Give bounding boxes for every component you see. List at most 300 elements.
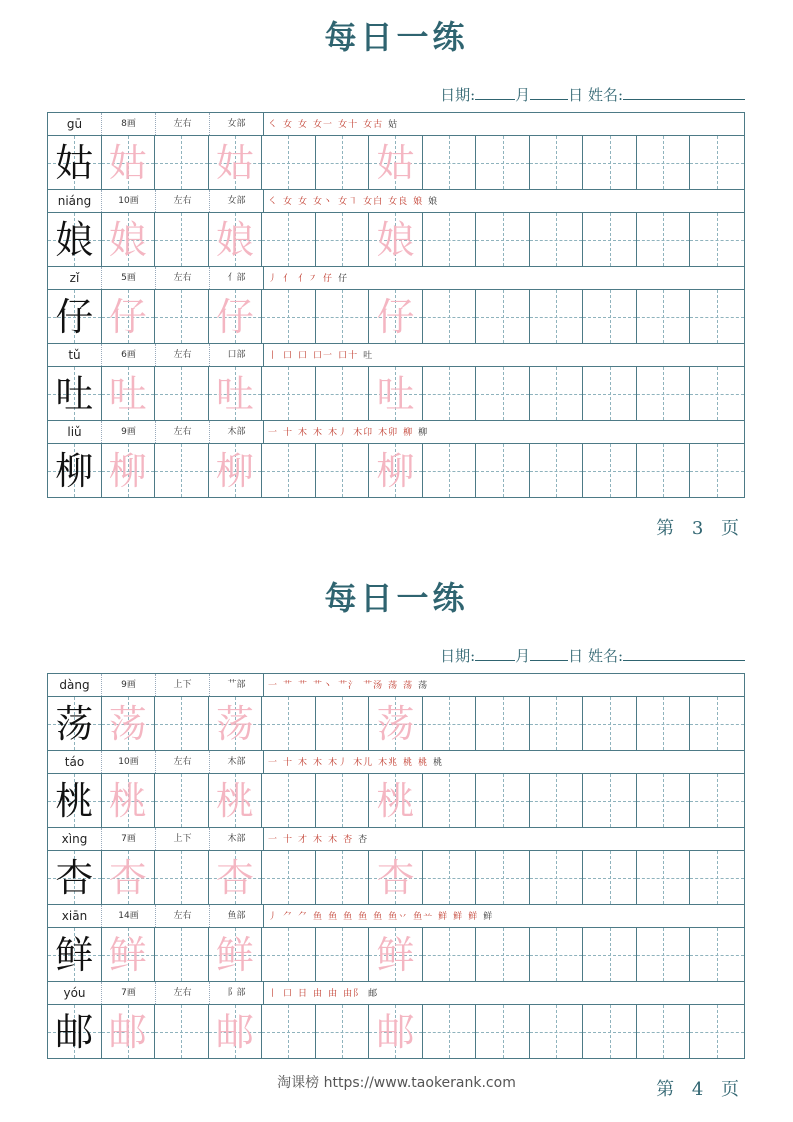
tianzige-cell[interactable] [690, 1005, 744, 1058]
tianzige-cell[interactable] [583, 444, 637, 497]
writing-row [48, 697, 744, 751]
char-info-row [48, 751, 744, 774]
page-title: 每日一练 [324, 579, 469, 617]
stroke-step: ㇛ [268, 120, 279, 130]
page-number: 第 3 页 [656, 518, 745, 539]
trace-character: 荡 [215, 701, 254, 746]
tianzige-cell[interactable] [48, 444, 102, 497]
tianzige-cell[interactable] [155, 290, 209, 343]
stroke-step: 十 [283, 835, 294, 845]
stroke-step: ⺈ [298, 912, 309, 922]
stroke-step: 鱼 [373, 912, 384, 922]
trace-character: 柳 [376, 448, 415, 493]
trace-character: 娘 [108, 217, 147, 262]
trace-character: 柳 [215, 448, 254, 493]
tianzige-cell[interactable] [48, 290, 102, 343]
tianzige-cell[interactable] [316, 1005, 370, 1058]
stroke-order [268, 751, 448, 773]
stroke-step: 艹丶 [313, 681, 334, 691]
stroke-step: 女良 [388, 197, 409, 207]
tianzige-cell[interactable] [583, 290, 637, 343]
tianzige-cell[interactable] [583, 1005, 637, 1058]
char-info-row [48, 982, 744, 1005]
tianzige-cell[interactable] [262, 697, 316, 750]
tianzige-cell[interactable] [262, 213, 316, 266]
tianzige-cell[interactable] [316, 444, 370, 497]
model-character: 吐 [55, 371, 94, 416]
stroke-order [268, 674, 433, 696]
tianzige-cell[interactable] [209, 213, 263, 266]
tianzige-cell[interactable] [637, 851, 691, 904]
tianzige-cell[interactable] [48, 1005, 102, 1058]
tianzige-cell[interactable] [476, 367, 530, 420]
tianzige-cell[interactable] [102, 697, 156, 750]
tianzige-cell[interactable] [369, 444, 423, 497]
structure: 左右 [156, 982, 210, 1004]
tianzige-cell[interactable] [637, 290, 691, 343]
day-label: 日 [568, 86, 584, 104]
tianzige-cell[interactable] [48, 213, 102, 266]
model-character: 邮 [55, 1009, 94, 1054]
trace-character: 仔 [108, 294, 147, 339]
tianzige-cell[interactable] [583, 774, 637, 827]
stroke-step: 邮 [368, 989, 379, 999]
stroke-step: 丿 [268, 912, 279, 922]
stroke-step: 姑 [388, 120, 399, 130]
stroke-step: 口一 [313, 351, 334, 361]
radical: 木部 [210, 421, 264, 443]
tianzige-cell[interactable] [209, 851, 263, 904]
radical: 女部 [210, 190, 264, 212]
tianzige-cell[interactable] [476, 774, 530, 827]
stroke-count: 10画 [102, 751, 156, 773]
trace-character: 桃 [376, 778, 415, 823]
stroke-order [268, 267, 353, 289]
stroke-step: 鲜 [468, 912, 479, 922]
structure: 左右 [156, 267, 210, 289]
tianzige-cell[interactable] [262, 290, 316, 343]
model-character: 仔 [55, 294, 94, 339]
trace-character: 姑 [376, 140, 415, 185]
trace-character: 吐 [376, 371, 415, 416]
blank-line[interactable] [475, 648, 515, 661]
radical: 口部 [210, 344, 264, 366]
stroke-step: 一 [268, 758, 279, 768]
stroke-step: 口 [283, 351, 294, 361]
stroke-step: 女古 [363, 120, 384, 130]
model-character: 杏 [55, 855, 94, 900]
stroke-step: 木卬 [353, 428, 374, 438]
stroke-step: 木 [313, 835, 324, 845]
tianzige-cell[interactable] [530, 367, 584, 420]
tianzige-cell[interactable] [102, 367, 156, 420]
tianzige-cell[interactable] [476, 928, 530, 981]
tianzige-cell[interactable] [369, 851, 423, 904]
stroke-step: 十 [283, 758, 294, 768]
stroke-order [268, 113, 403, 135]
stroke-step: 木卯 [378, 428, 399, 438]
blank-line[interactable] [623, 87, 745, 100]
stroke-step: 木 [313, 758, 324, 768]
tianzige-cell[interactable] [102, 444, 156, 497]
stroke-step: 杏 [358, 835, 369, 845]
stroke-step: 亻㇇ [298, 274, 319, 284]
stroke-step: 荡 [388, 681, 399, 691]
tianzige-cell[interactable] [262, 136, 316, 189]
blank-line[interactable] [623, 648, 745, 661]
stroke-step: 木兆 [378, 758, 399, 768]
blank-line[interactable] [475, 87, 515, 100]
date-label: 日期: [440, 647, 476, 665]
stroke-order [268, 344, 378, 366]
tianzige-cell[interactable] [690, 928, 744, 981]
tianzige-cell[interactable] [637, 136, 691, 189]
tianzige-cell[interactable] [102, 1005, 156, 1058]
tianzige-cell[interactable] [316, 697, 370, 750]
stroke-step: 鱼 [328, 912, 339, 922]
stroke-step: 木 [328, 835, 339, 845]
tianzige-cell[interactable] [209, 136, 263, 189]
trace-character: 鲜 [108, 932, 147, 977]
char-info-row [48, 190, 744, 213]
tianzige-cell[interactable] [48, 851, 102, 904]
tianzige-cell[interactable] [476, 851, 530, 904]
tianzige-cell[interactable] [316, 851, 370, 904]
stroke-step: 娘 [413, 197, 424, 207]
stroke-count: 14画 [102, 905, 156, 927]
pinyin: niáng [48, 190, 102, 212]
stroke-step: 女 [283, 120, 294, 130]
stroke-step: 女一 [313, 120, 334, 130]
tianzige-cell[interactable] [423, 928, 477, 981]
stroke-step: 木 [298, 428, 309, 438]
stroke-count: 7画 [102, 982, 156, 1004]
tianzige-cell[interactable] [423, 697, 477, 750]
tianzige-cell[interactable] [102, 290, 156, 343]
stroke-step: 丨 [268, 989, 279, 999]
trace-character: 吐 [215, 371, 254, 416]
stroke-step: 木丿 [328, 428, 349, 438]
tianzige-cell[interactable] [583, 928, 637, 981]
tianzige-cell[interactable] [316, 928, 370, 981]
stroke-step: 桃 [418, 758, 429, 768]
tianzige-cell[interactable] [102, 928, 156, 981]
tianzige-cell[interactable] [583, 367, 637, 420]
stroke-step: 仔 [323, 274, 334, 284]
radical: 女部 [210, 113, 264, 135]
page-number: 第 4 页 [656, 1079, 745, 1100]
tianzige-cell[interactable] [423, 774, 477, 827]
writing-row [48, 213, 744, 267]
tianzige-cell[interactable] [209, 444, 263, 497]
tianzige-cell[interactable] [690, 290, 744, 343]
stroke-step: 鱼 [313, 912, 324, 922]
stroke-step: 桃 [403, 758, 414, 768]
tianzige-cell[interactable] [583, 851, 637, 904]
stroke-step: 木 [313, 428, 324, 438]
tianzige-cell[interactable] [637, 367, 691, 420]
tianzige-cell[interactable] [209, 928, 263, 981]
stroke-step: 鲜 [438, 912, 449, 922]
stroke-step: 荡 [418, 681, 429, 691]
stroke-step: 口十 [338, 351, 359, 361]
tianzige-cell[interactable] [583, 697, 637, 750]
tianzige-cell[interactable] [209, 774, 263, 827]
char-info-row [48, 344, 744, 367]
tianzige-cell[interactable] [316, 213, 370, 266]
stroke-step: 口 [298, 351, 309, 361]
stroke-step: ⺈ [283, 912, 294, 922]
writing-row [48, 928, 744, 982]
stroke-step: 荡 [403, 681, 414, 691]
tianzige-cell[interactable] [476, 697, 530, 750]
stroke-step: 柳 [403, 428, 414, 438]
tianzige-cell[interactable] [155, 851, 209, 904]
stroke-count: 10画 [102, 190, 156, 212]
footer-watermark: 淘课榜 https://www.taokerank.com [277, 1075, 516, 1091]
tianzige-cell[interactable] [690, 367, 744, 420]
structure: 上下 [156, 674, 210, 696]
pinyin: tǔ [48, 344, 102, 366]
stroke-step: 女㇕ [338, 197, 359, 207]
tianzige-cell[interactable] [423, 213, 477, 266]
trace-character: 邮 [108, 1009, 147, 1054]
tianzige-cell[interactable] [583, 213, 637, 266]
trace-character: 姑 [215, 140, 254, 185]
tianzige-cell[interactable] [369, 367, 423, 420]
tianzige-cell[interactable] [369, 774, 423, 827]
tianzige-cell[interactable] [102, 213, 156, 266]
tianzige-cell[interactable] [316, 367, 370, 420]
tianzige-cell[interactable] [369, 213, 423, 266]
tianzige-cell[interactable] [637, 697, 691, 750]
tianzige-cell[interactable] [369, 697, 423, 750]
tianzige-cell[interactable] [369, 136, 423, 189]
pinyin: táo [48, 751, 102, 773]
month-label: 月 [515, 86, 531, 104]
tianzige-cell[interactable] [262, 367, 316, 420]
tianzige-cell[interactable] [48, 367, 102, 420]
stroke-count: 5画 [102, 267, 156, 289]
stroke-step: 由 [328, 989, 339, 999]
tianzige-cell[interactable] [369, 290, 423, 343]
stroke-step: 木丿 [328, 758, 349, 768]
tianzige-cell[interactable] [530, 774, 584, 827]
tianzige-cell[interactable] [423, 851, 477, 904]
structure: 上下 [156, 828, 210, 850]
tianzige-cell[interactable] [423, 290, 477, 343]
stroke-step: 丿 [268, 274, 279, 284]
tianzige-cell[interactable] [155, 928, 209, 981]
trace-character: 邮 [376, 1009, 415, 1054]
tianzige-cell[interactable] [262, 851, 316, 904]
blank-line[interactable] [530, 648, 568, 661]
tianzige-cell[interactable] [476, 213, 530, 266]
tianzige-cell[interactable] [48, 136, 102, 189]
writing-row [48, 851, 744, 905]
stroke-step: 艹 [283, 681, 294, 691]
practice-grid [47, 673, 745, 1059]
stroke-step: 由阝 [343, 989, 364, 999]
pinyin: gū [48, 113, 102, 135]
trace-character: 鲜 [215, 932, 254, 977]
radical: 木部 [210, 751, 264, 773]
tianzige-cell[interactable] [155, 444, 209, 497]
tianzige-cell[interactable] [262, 928, 316, 981]
tianzige-cell[interactable] [209, 1005, 263, 1058]
tianzige-cell[interactable] [155, 136, 209, 189]
date-name-line [440, 84, 745, 105]
date-name-line [440, 645, 745, 666]
pinyin: yóu [48, 982, 102, 1004]
stroke-step: 口 [283, 989, 294, 999]
tianzige-cell[interactable] [476, 290, 530, 343]
tianzige-cell[interactable] [262, 774, 316, 827]
tianzige-cell[interactable] [423, 1005, 477, 1058]
radical: 木部 [210, 828, 264, 850]
stroke-step: 艹氵 [338, 681, 359, 691]
name-label: 姓名: [587, 647, 623, 665]
stroke-step: 桃 [433, 758, 444, 768]
trace-character: 杏 [376, 855, 415, 900]
tianzige-cell[interactable] [637, 1005, 691, 1058]
tianzige-cell[interactable] [476, 1005, 530, 1058]
stroke-order [268, 190, 443, 212]
tianzige-cell[interactable] [155, 774, 209, 827]
pinyin: zǐ [48, 267, 102, 289]
tianzige-cell[interactable] [155, 1005, 209, 1058]
pinyin: liǔ [48, 421, 102, 443]
tianzige-cell[interactable] [102, 851, 156, 904]
trace-character: 邮 [215, 1009, 254, 1054]
stroke-count: 7画 [102, 828, 156, 850]
stroke-order [268, 982, 383, 1004]
tianzige-cell[interactable] [209, 367, 263, 420]
radical: 阝部 [210, 982, 264, 1004]
tianzige-cell[interactable] [530, 851, 584, 904]
tianzige-cell[interactable] [690, 136, 744, 189]
tianzige-cell[interactable] [530, 136, 584, 189]
stroke-step: ㇛ [268, 197, 279, 207]
tianzige-cell[interactable] [690, 697, 744, 750]
tianzige-cell[interactable] [369, 1005, 423, 1058]
stroke-step: 亻 [283, 274, 294, 284]
trace-character: 杏 [215, 855, 254, 900]
stroke-step: 鱼丷 [388, 912, 409, 922]
tianzige-cell[interactable] [476, 136, 530, 189]
writing-row [48, 1005, 744, 1058]
tianzige-cell[interactable] [155, 213, 209, 266]
pinyin: xiān [48, 905, 102, 927]
trace-character: 荡 [376, 701, 415, 746]
char-info-row [48, 905, 744, 928]
stroke-step: 吐 [363, 351, 374, 361]
char-info-row [48, 267, 744, 290]
tianzige-cell[interactable] [262, 1005, 316, 1058]
char-info-row [48, 828, 744, 851]
day-label: 日 [568, 647, 584, 665]
structure: 左右 [156, 113, 210, 135]
tianzige-cell[interactable] [530, 444, 584, 497]
tianzige-cell[interactable] [530, 1005, 584, 1058]
stroke-order [268, 421, 433, 443]
char-info-row [48, 674, 744, 697]
stroke-step: 木 [298, 758, 309, 768]
tianzige-cell[interactable] [316, 290, 370, 343]
date-label: 日期: [440, 86, 476, 104]
tianzige-cell[interactable] [316, 774, 370, 827]
tianzige-cell[interactable] [48, 774, 102, 827]
stroke-step: 一 [268, 428, 279, 438]
tianzige-cell[interactable] [262, 444, 316, 497]
tianzige-cell[interactable] [369, 928, 423, 981]
stroke-count: 8画 [102, 113, 156, 135]
stroke-step: 鱼 [358, 912, 369, 922]
stroke-count: 6画 [102, 344, 156, 366]
page-title: 每日一练 [324, 18, 469, 56]
name-label: 姓名: [587, 86, 623, 104]
tianzige-cell[interactable] [209, 697, 263, 750]
trace-character: 杏 [108, 855, 147, 900]
stroke-step: 杏 [343, 835, 354, 845]
tianzige-cell[interactable] [690, 444, 744, 497]
trace-character: 娘 [376, 217, 415, 262]
stroke-step: 艹汤 [363, 681, 384, 691]
tianzige-cell[interactable] [530, 697, 584, 750]
tianzige-cell[interactable] [637, 444, 691, 497]
tianzige-cell[interactable] [476, 444, 530, 497]
tianzige-cell[interactable] [423, 444, 477, 497]
tianzige-cell[interactable] [637, 928, 691, 981]
trace-character: 姑 [108, 140, 147, 185]
tianzige-cell[interactable] [530, 290, 584, 343]
tianzige-cell[interactable] [690, 774, 744, 827]
tianzige-cell[interactable] [316, 136, 370, 189]
tianzige-cell[interactable] [530, 213, 584, 266]
model-character: 柳 [55, 448, 94, 493]
tianzige-cell[interactable] [102, 774, 156, 827]
tianzige-cell[interactable] [48, 697, 102, 750]
tianzige-cell[interactable] [637, 213, 691, 266]
tianzige-cell[interactable] [690, 851, 744, 904]
stroke-count: 9画 [102, 421, 156, 443]
tianzige-cell[interactable] [102, 136, 156, 189]
tianzige-cell[interactable] [637, 774, 691, 827]
stroke-step: 仔 [338, 274, 349, 284]
stroke-step: 丨 [268, 351, 279, 361]
model-character: 荡 [55, 701, 94, 746]
tianzige-cell[interactable] [583, 136, 637, 189]
tianzige-cell[interactable] [155, 697, 209, 750]
tianzige-cell[interactable] [48, 928, 102, 981]
structure: 左右 [156, 421, 210, 443]
stroke-step: 日 [298, 989, 309, 999]
structure: 左右 [156, 905, 210, 927]
stroke-step: 鲜 [483, 912, 494, 922]
stroke-step: 一 [268, 681, 279, 691]
tianzige-cell[interactable] [423, 136, 477, 189]
stroke-step: 木儿 [353, 758, 374, 768]
tianzige-cell[interactable] [209, 290, 263, 343]
tianzige-cell[interactable] [690, 213, 744, 266]
tianzige-cell[interactable] [530, 928, 584, 981]
trace-character: 桃 [215, 778, 254, 823]
trace-character: 柳 [108, 448, 147, 493]
tianzige-cell[interactable] [423, 367, 477, 420]
blank-line[interactable] [530, 87, 568, 100]
radical: 鱼部 [210, 905, 264, 927]
tianzige-cell[interactable] [155, 367, 209, 420]
